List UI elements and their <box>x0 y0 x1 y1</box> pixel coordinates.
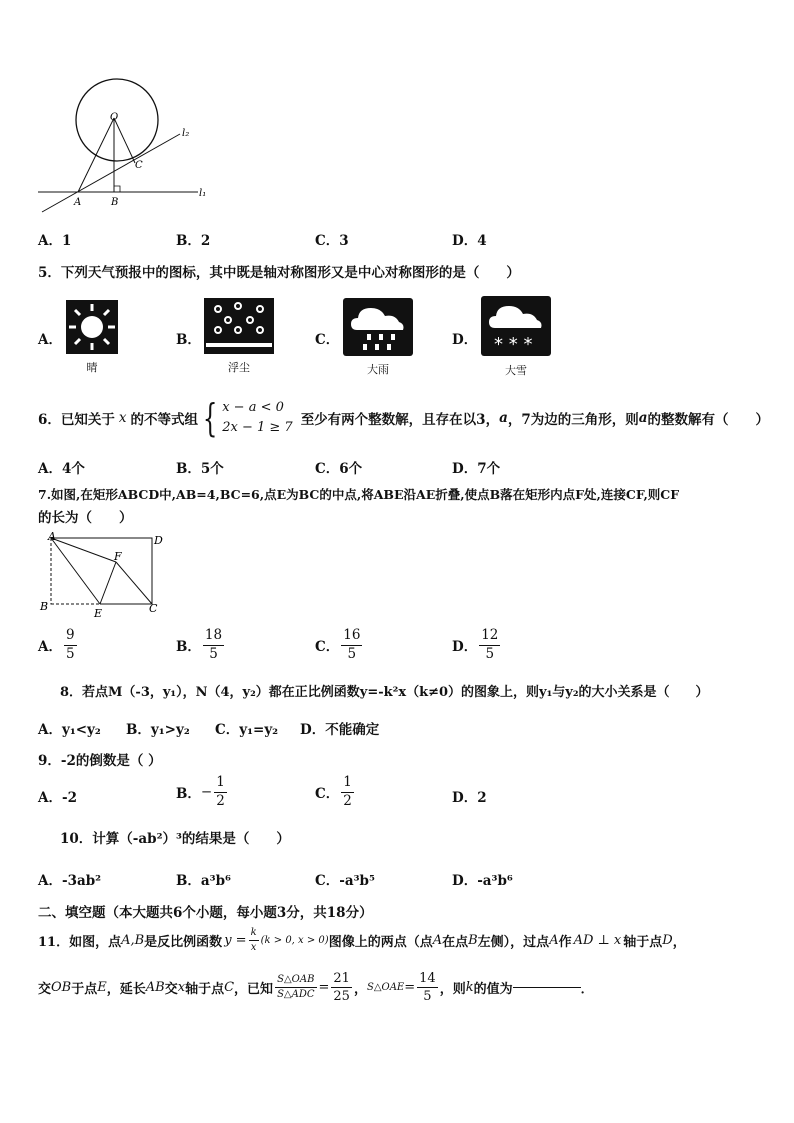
q5-caption-snow: 大雪 <box>505 364 527 377</box>
q6-stem-suffix-3: 的整数解有（ ） <box>647 412 769 428</box>
label-E: E <box>94 607 103 620</box>
q11-text: 左侧），过点 <box>477 935 550 950</box>
q8-option-a: A．y₁<y₂ <box>38 722 101 738</box>
label-O: O <box>110 112 119 123</box>
q11-segment-ob: OB <box>51 980 72 995</box>
q11-point-a: A <box>549 933 559 948</box>
q11-points-ab: A,B <box>121 933 145 948</box>
q6-ineq-2: 2x − 1 ≥ 7 <box>222 420 293 435</box>
q11-text: 是反比例函数 <box>144 935 223 950</box>
q7-option-a-num: 9 <box>65 627 75 643</box>
q11-text: 轴于点 <box>185 982 225 997</box>
q4-option-c: C．3 <box>315 233 349 249</box>
q11-func-num: k <box>250 927 257 938</box>
q6-stem-prefix: 6．已知关于 <box>38 412 115 428</box>
q11-func-lhs: y = <box>224 933 247 948</box>
q11-ratio-value-den: 25 <box>333 989 350 1004</box>
q9-option-d-value: 2 <box>477 790 487 806</box>
q8-stem: 8．若点M（-3，y₁），N（4，y₂）都在正比例函数y=-k²x（k≠0）的图象上，则y₁与y₂的大小关系是（ ） <box>60 685 709 700</box>
q11-text: 于点 <box>71 982 98 997</box>
q7-option-b-num: 18 <box>204 627 223 643</box>
label-A: A <box>74 197 82 208</box>
q7-stem-line-2: 的长为（ ） <box>38 510 133 526</box>
q11-func-condition: (k > 0, x > 0) <box>260 935 329 946</box>
q11-x-axis: x <box>177 980 186 995</box>
label-B: B <box>40 600 49 613</box>
q11-equals: = <box>318 980 330 995</box>
q11-text: ，则 <box>439 982 466 997</box>
label-l2: l₂ <box>182 128 190 139</box>
q4-option-d: D．4 <box>452 233 487 249</box>
q9-option-b-sign: − <box>200 784 213 800</box>
q10-option-d: D．-a³b⁶ <box>452 873 513 889</box>
q11-text: ，延长 <box>106 982 146 997</box>
label-l1: l₁ <box>199 188 207 199</box>
label-C: C <box>149 602 158 615</box>
q5-caption-rain: 大雨 <box>367 363 389 376</box>
q11-ratio-num: S△OAB <box>277 974 315 985</box>
q7-option-a-den: 5 <box>65 645 75 662</box>
q7-option-c-num: 16 <box>343 627 361 643</box>
q6-stem-mid: 的不等式组 <box>130 412 199 428</box>
q11-func-den: x <box>249 940 259 953</box>
q11-point-e: E <box>97 980 107 995</box>
q11-equals: = <box>404 980 416 995</box>
q11-line-1 <box>38 928 686 953</box>
q6-var-a: a <box>499 410 508 426</box>
q6-var-x: x <box>118 410 127 426</box>
q11-line-2 <box>38 972 594 1003</box>
q11-text: 在点 <box>442 935 469 950</box>
q11-text: ， <box>672 935 686 950</box>
q6-stem-suffix-1: 至少有两个整数解，且存在以3， <box>300 412 500 428</box>
heavy-snow-icon <box>481 296 551 356</box>
q10-option-c: C．-a³b⁵ <box>315 873 375 889</box>
q9-option-b <box>176 776 229 808</box>
q11-point-c: C <box>224 980 235 995</box>
q11-area-oae: S△OAE <box>366 982 405 993</box>
q7-option-d-num: 12 <box>481 627 499 643</box>
q9-option-d-letter: D． <box>452 790 478 806</box>
q11-perpendicular: AD ⊥ x <box>573 933 622 948</box>
label-D: D <box>154 534 163 547</box>
q11-text: 交 <box>164 982 178 997</box>
q4-option-b: B．2 <box>176 233 211 249</box>
heavy-rain-icon <box>343 298 413 356</box>
q11-text: 11．如图，点 <box>38 935 122 950</box>
q7-option-b <box>176 629 226 661</box>
q9-option-c-letter: C． <box>315 786 340 802</box>
q11-segment-ab: AB <box>145 980 165 995</box>
q9-option-a <box>38 786 77 806</box>
label-A: A <box>48 530 56 543</box>
q7-option-c <box>315 629 364 661</box>
q10-option-a: A．-3ab² <box>38 873 102 889</box>
q7-option-d-den: 5 <box>479 645 500 662</box>
q11-text: 的值为 <box>473 982 513 997</box>
q11-answer-blank[interactable] <box>513 987 581 988</box>
q9-stem: 9．-2的倒数是（ ） <box>38 753 162 769</box>
q5-caption-dust: 浮尘 <box>228 361 250 374</box>
q11-text: 图像上的两点（点 <box>328 935 433 950</box>
q9-option-a-letter: A． <box>38 790 62 806</box>
q6-var-a-2: a <box>638 410 648 426</box>
q9-option-c-den: 2 <box>343 792 352 809</box>
q7-stem-line-1: 7.如图,在矩形ABCD中,AB=4,BC=6,点E为BC的中点,将ABE沿AE折叠,使点B落在矩形内点F处,连接CF,则CF <box>38 487 680 502</box>
q9-option-d <box>452 786 487 806</box>
label-C: C <box>135 160 143 171</box>
q6-ineq-1: x − a < 0 <box>222 400 284 415</box>
q7-rectangle-fold-figure <box>36 530 170 622</box>
q9-option-b-letter: B． <box>176 786 201 802</box>
q11-ratio-value-num: 21 <box>333 971 350 986</box>
q10-option-b: B．a³b⁶ <box>176 873 231 889</box>
q6-stem <box>38 398 769 438</box>
q6-option-d: D．7个 <box>452 461 501 477</box>
dust-icon <box>204 298 274 354</box>
q9-option-c <box>315 776 356 808</box>
q10-stem: 10．计算（-ab²）³的结果是（ ） <box>60 831 290 847</box>
q9-option-b-num: 1 <box>216 774 225 790</box>
q11-text: 作 <box>558 935 572 950</box>
q5-caption-sun: 晴 <box>86 361 98 374</box>
q6-option-a: A．4个 <box>38 461 85 477</box>
q5-option-a-letter: A． <box>38 332 62 348</box>
q11-text: 轴于点 <box>623 935 663 950</box>
q6-brace: { <box>202 396 218 440</box>
q11-var-k: k <box>465 980 474 995</box>
q6-option-c: C．6个 <box>315 461 363 477</box>
sun-icon <box>66 300 118 354</box>
q4-option-a: A．1 <box>38 233 72 249</box>
q11-text: ，已知 <box>234 982 274 997</box>
q11-text: ． <box>580 982 594 997</box>
q9-option-c-num: 1 <box>343 774 352 790</box>
q11-ratio-den: S△ADC <box>277 989 315 1000</box>
q9-option-a-value: -2 <box>61 790 77 806</box>
q11-area-value-num: 14 <box>419 971 436 986</box>
q11-text: 交 <box>38 982 52 997</box>
q5-option-b-letter: B． <box>176 332 201 348</box>
q5-option-c-letter: C． <box>315 332 340 348</box>
q11-text: ， <box>353 982 367 997</box>
q7-option-d <box>452 629 502 661</box>
q7-option-c-den: 5 <box>341 645 362 662</box>
q9-option-b-den: 2 <box>216 792 225 809</box>
q11-area-value-den: 5 <box>417 987 438 1003</box>
label-B: B <box>111 197 119 208</box>
q7-option-b-letter: B． <box>176 639 201 655</box>
q7-option-a-letter: A． <box>38 639 62 655</box>
q7-option-d-letter: D． <box>452 639 478 655</box>
q6-option-b: B．5个 <box>176 461 224 477</box>
label-F: F <box>114 550 122 563</box>
q11-point-d: D <box>662 933 673 948</box>
q8-option-c: C．y₁=y₂ <box>215 722 279 738</box>
section-heading: 二、填空题（本大题共6个小题，每小题3分，共18分） <box>38 905 373 921</box>
q8-option-b: B．y₁>y₂ <box>126 722 190 738</box>
q7-option-c-letter: C． <box>315 639 340 655</box>
q7-option-a <box>38 629 79 661</box>
q6-stem-suffix-2: ，7为边的三角形，则 <box>507 412 639 428</box>
q7-option-b-den: 5 <box>203 645 224 662</box>
q5-option-d-letter: D． <box>452 332 478 348</box>
q11-point-a: A <box>432 933 443 948</box>
svg-text:* * *: * * * <box>494 334 533 355</box>
q5-stem: 5．下列天气预报中的图标，其中既是轴对称图形又是中心对称图形的是（ ） <box>38 265 520 281</box>
q4-circle-tangent-figure <box>30 78 220 218</box>
q8-option-d: D．不能确定 <box>300 722 380 738</box>
q11-point-b: B <box>468 933 478 948</box>
